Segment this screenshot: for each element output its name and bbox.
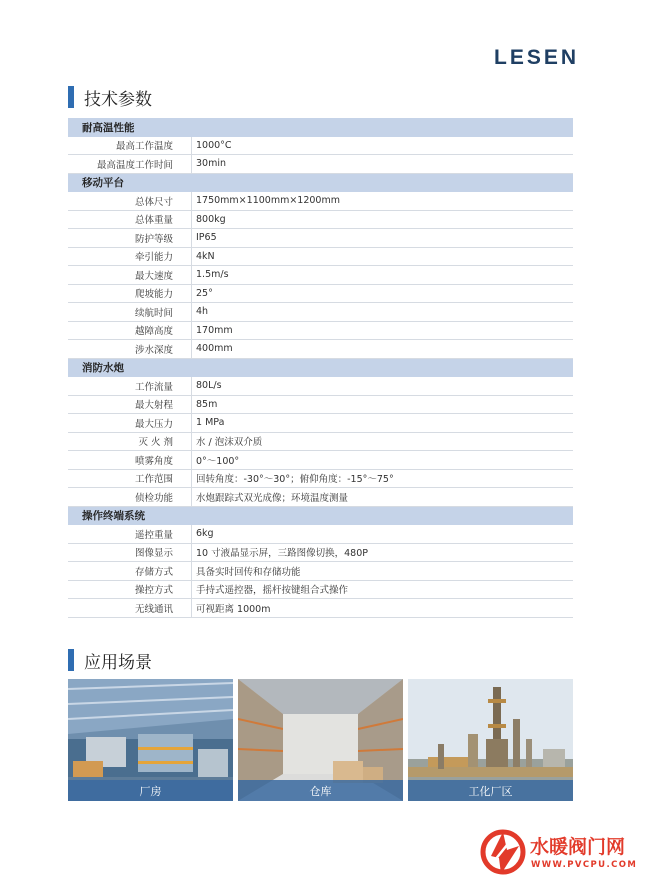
spec-row [68, 451, 573, 470]
spec-category: 操作终端系统 [68, 507, 573, 526]
spec-value: 30min [196, 158, 227, 170]
spec-row [68, 396, 573, 415]
spec-value: 800kg [196, 213, 226, 225]
spec-value: 1750mm×1100mm×1200mm [196, 195, 340, 207]
spec-label: 爬坡能力 [134, 289, 173, 301]
spec-value: 400mm [196, 343, 233, 355]
spec-row [68, 303, 573, 322]
spec-table [68, 118, 573, 618]
spec-label: 喷雾角度 [134, 455, 173, 467]
spec-label: 续航时间 [134, 307, 173, 319]
spec-label: 总体重量 [134, 215, 173, 227]
specs-title: 技术参数 [84, 89, 152, 110]
scene-warehouse [238, 679, 403, 801]
spec-value: 80L/s [196, 380, 222, 392]
spec-value: 4h [196, 306, 209, 318]
specs-section-heading [68, 86, 152, 108]
spec-row [68, 414, 573, 433]
spec-value: 回转角度：-30°～30°；俯仰角度：-15°～75° [196, 474, 394, 486]
spec-label: 牵引能力 [134, 252, 173, 264]
spec-category: 移动平台 [68, 174, 573, 193]
heading-accent-bar [68, 649, 74, 671]
spec-label: 遥控重量 [134, 529, 173, 541]
spec-value: 具备实时回传和存储功能 [196, 566, 301, 578]
spec-label: 侦检功能 [134, 492, 173, 504]
spec-label: 存储方式 [134, 566, 173, 578]
scene-gallery [68, 679, 573, 801]
spec-label: 最大速度 [134, 270, 173, 282]
spec-row [68, 322, 573, 341]
spec-value: 手持式遥控器，摇杆按键组合式操作 [196, 585, 349, 597]
spec-row [68, 470, 573, 489]
spec-value: 25° [196, 287, 213, 299]
spec-row [68, 377, 573, 396]
heading-accent-bar [68, 86, 74, 108]
spec-label: 防护等级 [134, 233, 173, 245]
scene-factory [68, 679, 233, 801]
watermark-url: WWW.PVCPU.COM [531, 860, 638, 870]
spec-label: 灭 火 剂 [138, 437, 173, 449]
spec-value: 水炮跟踪式双光成像；环境温度测量 [196, 492, 349, 504]
scene-caption: 工化厂区 [408, 780, 573, 801]
spec-label: 工作范围 [134, 474, 173, 486]
spec-label: 最高工作温度 [115, 141, 173, 153]
spec-row [68, 599, 573, 618]
spec-value: 4kN [196, 250, 215, 262]
spec-label: 总体尺寸 [134, 196, 173, 208]
spec-value: 1 MPa [196, 417, 225, 429]
spec-label: 最大射程 [134, 400, 173, 412]
spec-label: 最高温度工作时间 [96, 159, 173, 171]
spec-row [68, 433, 573, 452]
scene-caption: 仓库 [238, 780, 403, 801]
spec-row [68, 525, 573, 544]
spec-label: 涉水深度 [134, 344, 173, 356]
spec-row [68, 229, 573, 248]
spec-row [68, 340, 573, 359]
spec-label: 无线通讯 [134, 603, 173, 615]
spec-row [68, 488, 573, 507]
spec-category: 耐高温性能 [68, 118, 573, 137]
spec-row [68, 544, 573, 563]
scene-caption: 厂房 [68, 780, 233, 801]
spec-value: 170mm [196, 324, 233, 336]
watermark-text: 水暖阀门网 [530, 836, 626, 858]
spec-row [68, 211, 573, 230]
spec-row [68, 248, 573, 267]
brand-logo: LESEN [494, 46, 580, 69]
spec-label: 操控方式 [134, 585, 173, 597]
spec-row [68, 285, 573, 304]
spec-value: 0°～100° [196, 455, 240, 467]
spec-label: 最大压力 [134, 418, 173, 430]
spec-value: 6kg [196, 528, 214, 540]
scenes-title: 应用场景 [84, 652, 152, 673]
spec-value: 10 寸液晶显示屏，三路图像切换，480P [196, 548, 368, 560]
spec-value: 1.5m/s [196, 269, 229, 281]
scene-chemical-plant [408, 679, 573, 801]
spec-value: IP65 [196, 232, 217, 244]
spec-row [68, 192, 573, 211]
spec-row [68, 581, 573, 600]
spec-row [68, 562, 573, 581]
spec-value: 可视距离 1000m [196, 603, 271, 615]
spec-row [68, 155, 573, 174]
spec-label: 工作流量 [134, 381, 173, 393]
spec-value: 85m [196, 398, 218, 410]
spec-category: 消防水炮 [68, 359, 573, 378]
spec-row [68, 266, 573, 285]
spec-value: 水 / 泡沫双介质 [196, 437, 263, 449]
spec-label: 越障高度 [134, 326, 173, 338]
scenes-section-heading [68, 649, 152, 671]
spec-row [68, 137, 573, 156]
spec-label: 图像显示 [134, 548, 173, 560]
spec-value: 1000°C [196, 139, 232, 151]
